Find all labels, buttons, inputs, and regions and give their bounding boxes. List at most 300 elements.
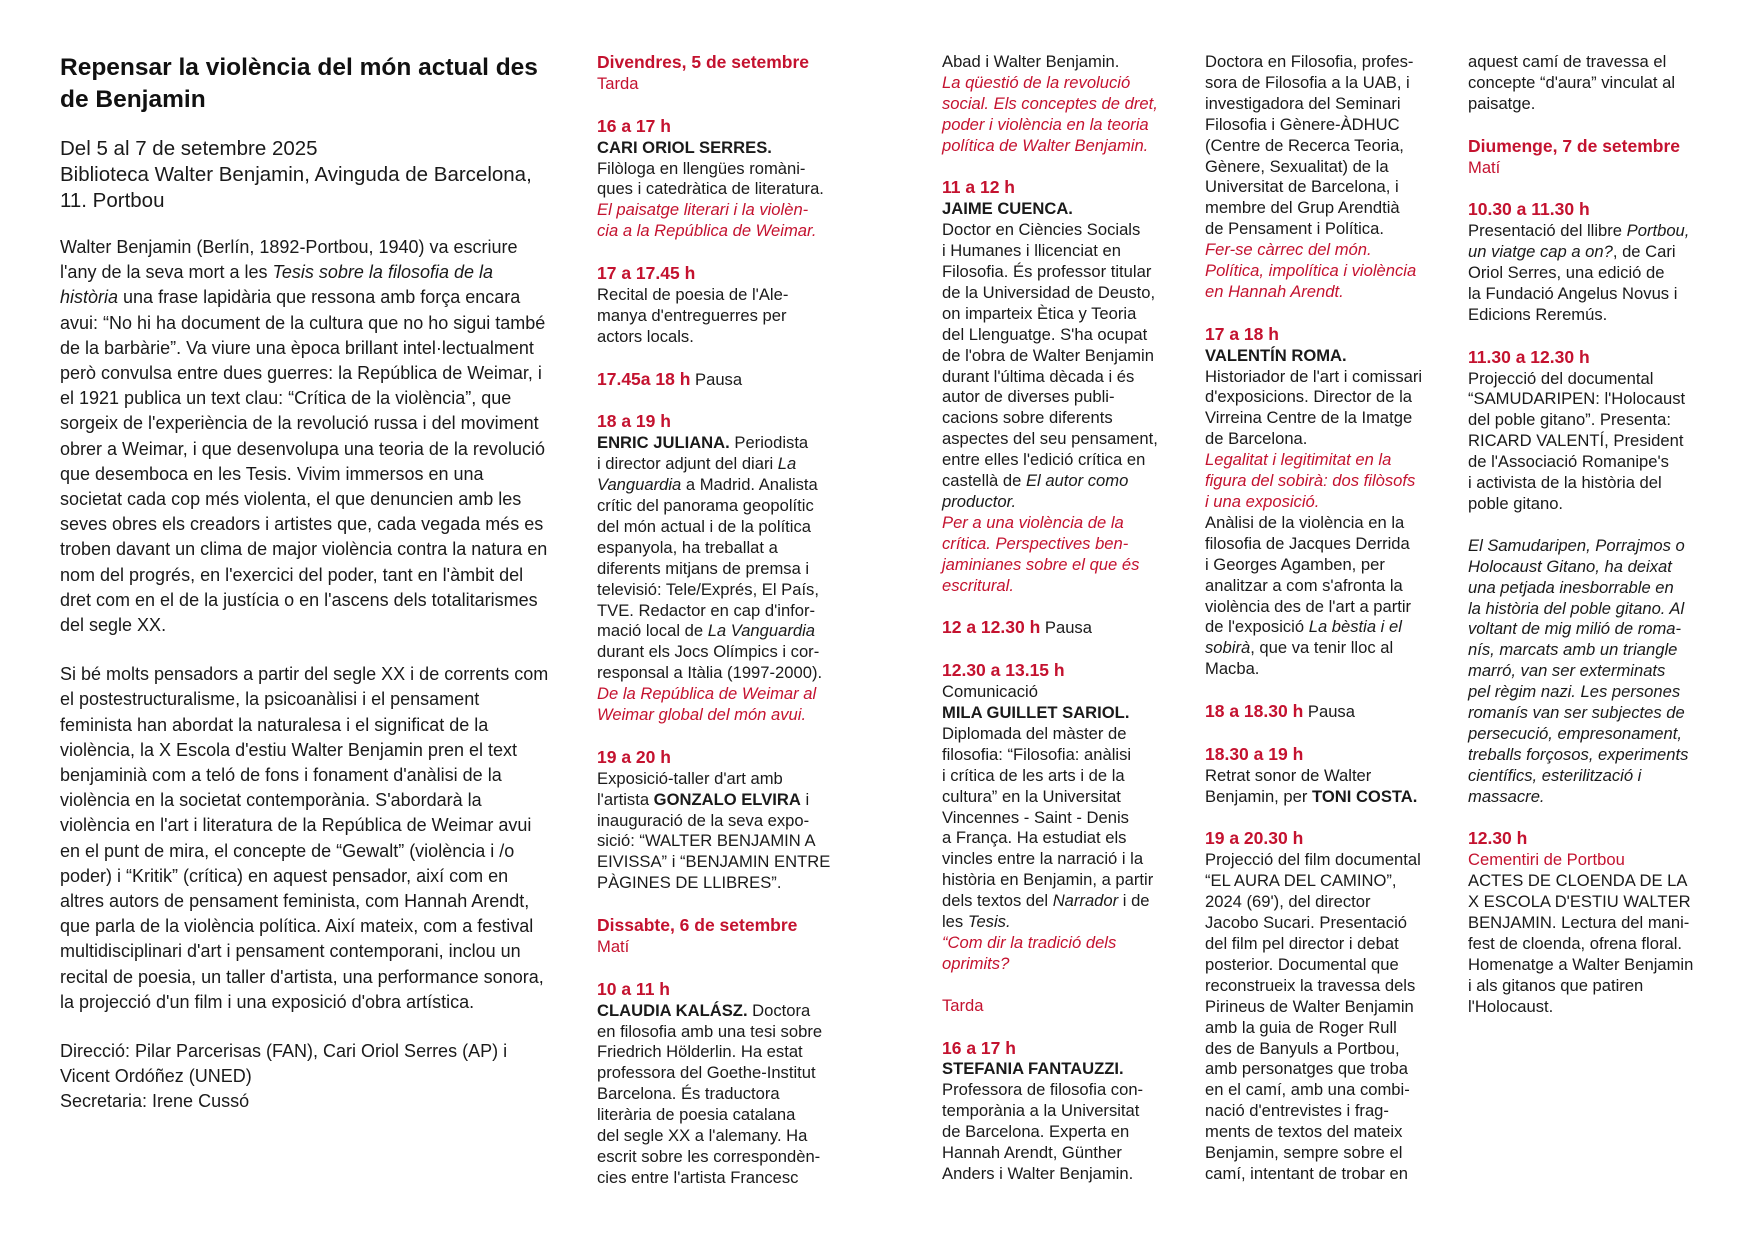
text-segment: del film pel director i debat — [1205, 934, 1399, 953]
program-line — [942, 1038, 1192, 1060]
text-segment: 11.30 a 12.30 h — [1468, 346, 1590, 367]
program-line — [597, 937, 857, 958]
program-line — [1468, 221, 1730, 242]
program-line — [942, 870, 1192, 891]
text-segment: Divendres, 5 de setembre — [597, 52, 810, 72]
program-line — [942, 617, 1192, 639]
text-segment: 16 a 17 h — [942, 1037, 1016, 1058]
text-segment: i als gitanos que patiren — [1468, 975, 1644, 995]
program-line — [1205, 240, 1460, 261]
program-line — [1468, 389, 1730, 410]
program-line — [942, 996, 1192, 1017]
text-segment: la història del poble gitano. Al — [1468, 598, 1685, 618]
program-line — [597, 1147, 857, 1168]
program-line — [1468, 452, 1730, 473]
program-line — [942, 450, 1192, 471]
spacer — [597, 242, 857, 263]
program-line — [1205, 1164, 1460, 1185]
text-segment: Anders i Walter Benjamin. — [942, 1163, 1134, 1183]
text-segment: a Madrid. Analista — [681, 475, 818, 495]
text-segment: Presentació del llibre — [1468, 221, 1627, 241]
text-segment: televisió: Tele/Exprés, El País, — [597, 579, 819, 599]
text-segment: una petjada inesborrable en — [1468, 577, 1674, 597]
program-line — [1205, 471, 1460, 492]
text-segment: paisatge. — [1468, 93, 1536, 113]
program-line — [1468, 619, 1730, 640]
text-segment: violència des de l'art a partir — [1205, 596, 1412, 616]
text-segment: Periodista — [729, 433, 809, 453]
program-line — [942, 136, 1192, 157]
text-segment: Exposició-taller d'art amb — [597, 768, 783, 788]
text-segment: Projecció del documental — [1468, 368, 1654, 388]
text-segment: Friedrich Hölderlin. Ha estat — [597, 1042, 803, 1062]
program-line — [1205, 136, 1460, 157]
program-line — [942, 1143, 1192, 1164]
text-segment: actors locals. — [597, 326, 694, 346]
program-column-4 — [1468, 52, 1730, 1018]
text-segment: 17.45a 18 h — [597, 368, 691, 389]
program-line — [597, 327, 857, 348]
program-line — [597, 369, 857, 391]
program-line — [1468, 934, 1730, 955]
program-line — [597, 179, 857, 200]
text-segment: amb la guia de Roger Rull — [1205, 1017, 1397, 1037]
text-segment: 12.30 a 13.15 h — [942, 660, 1065, 681]
program-line — [1205, 346, 1460, 367]
intro-column — [60, 52, 550, 1114]
text-segment: social. Els conceptes de dret, — [942, 93, 1158, 113]
program-column-3 — [1205, 52, 1460, 1185]
program-line — [1468, 955, 1730, 976]
program-line — [942, 199, 1192, 220]
program-line — [942, 787, 1192, 808]
text-segment: posterior. Documental que — [1205, 954, 1399, 974]
program-line — [942, 954, 1192, 975]
spacer — [597, 894, 857, 915]
text-segment: figura del sobirà: dos filòsofs — [1205, 471, 1416, 491]
program-line — [942, 408, 1192, 429]
text-segment: Filosofia. És professor titular — [942, 262, 1152, 282]
spacer — [1468, 326, 1730, 347]
text-segment: del segle XX a l'alemany. Ha — [597, 1126, 808, 1146]
text-segment: Portbou, — [1626, 221, 1690, 241]
text-segment: poble gitano. — [1468, 493, 1564, 513]
direction-credit: Direcció: Pilar Parcerisas (FAN), Cari Oriol Serres (AP) i Vicent Ordóñez (UNED) — [60, 1041, 508, 1087]
text-segment: cultura” en la Universitat — [942, 786, 1121, 806]
text-segment: Holocaust Gitano, ha deixat — [1468, 556, 1672, 576]
program-line — [1205, 871, 1460, 892]
program-line — [1205, 976, 1460, 997]
program-line — [597, 642, 857, 663]
text-segment: aquest camí de travessa el — [1468, 52, 1667, 71]
text-segment: 19 a 20 h — [597, 746, 671, 767]
text-segment: dels textos del — [942, 891, 1053, 911]
program-line — [1205, 429, 1460, 450]
program-line — [597, 852, 857, 873]
program-line — [1468, 94, 1730, 115]
program-line — [1468, 347, 1730, 369]
program-line — [942, 576, 1192, 597]
program-line — [942, 115, 1192, 136]
program-line — [942, 703, 1192, 724]
program-line — [1205, 617, 1460, 638]
text-segment: reconstrueix la travessa dels — [1205, 975, 1416, 995]
text-segment: on imparteix Ètica y Teoria — [942, 303, 1137, 323]
text-segment: Vincennes - Saint - Denis — [942, 807, 1129, 827]
program-line — [1205, 1039, 1460, 1060]
program-line — [1205, 892, 1460, 913]
text-segment: Tarda — [597, 73, 639, 93]
program-line — [597, 1063, 857, 1084]
text-segment: inauguració de la seva expo- — [597, 810, 810, 830]
program-line — [597, 1168, 857, 1189]
text-segment: del món actual i de la política — [597, 516, 812, 536]
text-segment: “Com dir la tradició dels — [942, 933, 1117, 953]
program-line — [1205, 1143, 1460, 1164]
text-segment: l'artista — [597, 789, 654, 809]
program-line — [942, 534, 1192, 555]
text-segment: Macba. — [1205, 659, 1260, 679]
text-segment: entre elles l'edició crítica en — [942, 450, 1146, 470]
text-segment: X ESCOLA D'ESTIU WALTER — [1468, 892, 1691, 912]
text-segment: professora del Goethe-Institut — [597, 1063, 816, 1083]
text-segment: “SAMUDARIPEN: l'Holocaust — [1468, 389, 1686, 409]
text-segment: autor de diverses publi- — [942, 387, 1115, 407]
program-line — [597, 263, 857, 285]
program-line — [1468, 158, 1730, 179]
text-segment: ments de textos del mateix — [1205, 1122, 1403, 1142]
text-segment: Filosofia i Gènere-ÀDHUC — [1205, 114, 1400, 134]
text-segment: política de Walter Benjamin. — [942, 135, 1149, 155]
intro-paragraph-1 — [60, 235, 550, 638]
program-line — [1205, 282, 1460, 303]
program-line — [1468, 369, 1730, 390]
text-segment: 12 a 12.30 h — [942, 617, 1041, 638]
text-segment: Diplomada del màster de — [942, 723, 1127, 743]
program-line — [597, 1084, 857, 1105]
spacer — [1205, 723, 1460, 744]
program-line — [1468, 199, 1730, 221]
text-segment: El autor como — [1025, 471, 1129, 491]
text-segment: la Fundació Angelus Novus i — [1468, 283, 1678, 303]
program-line — [1205, 73, 1460, 94]
program-line — [1205, 1101, 1460, 1122]
text-segment: d'exposicions. Director de la — [1205, 387, 1413, 407]
program-line — [942, 660, 1192, 682]
program-line — [942, 745, 1192, 766]
program-line — [942, 241, 1192, 262]
text-segment: persecució, empresonament, — [1468, 723, 1682, 743]
text-segment: 18 a 18.30 h — [1205, 701, 1304, 722]
text-segment: 11 a 12 h — [942, 177, 1015, 198]
program-line — [597, 1022, 857, 1043]
text-segment: nís, marcats amb un triangle — [1468, 640, 1678, 660]
spacer — [1468, 808, 1730, 829]
program-line — [1468, 242, 1730, 263]
text-segment: Matí — [1468, 157, 1501, 177]
text-segment: PÀGINES DE LLIBRES”. — [597, 873, 782, 893]
program-line — [597, 1126, 857, 1147]
program-line — [1468, 305, 1730, 326]
program-line — [1468, 724, 1730, 745]
text-segment: 17 a 17.45 h — [597, 263, 696, 284]
program-line — [597, 411, 857, 433]
text-segment: La Vanguardia — [707, 621, 816, 641]
text-segment: escrit sobre les correspondèn- — [597, 1147, 821, 1167]
text-segment: nació d'entrevistes i frag- — [1205, 1101, 1389, 1121]
program-line — [1468, 557, 1730, 578]
text-segment: Edicions Reremús. — [1468, 304, 1608, 324]
text-segment: Política, impolítica i violència — [1205, 261, 1417, 281]
program-line — [1468, 661, 1730, 682]
program-line — [597, 790, 857, 811]
program-line — [942, 367, 1192, 388]
text-segment: Tesis. — [967, 912, 1011, 932]
text-segment: MILA GUILLET SARIOL. — [942, 703, 1130, 723]
text-segment: JAIME CUENCA. — [942, 199, 1073, 219]
program-line — [942, 177, 1192, 199]
program-line — [1468, 536, 1730, 557]
text-segment: Professora de filosofia con- — [942, 1080, 1144, 1100]
text-segment: cies entre l'artista Francesc — [597, 1167, 799, 1187]
text-segment: en filosofia amb una tesi sobre — [597, 1021, 823, 1041]
text-segment: espanyola, ha treballat a — [597, 537, 778, 557]
text-segment: l'Holocaust. — [1468, 996, 1554, 1016]
program-line — [1205, 850, 1460, 871]
program-line — [942, 828, 1192, 849]
program-line — [942, 555, 1192, 576]
spacer — [1468, 178, 1730, 199]
text-segment: i una exposició. — [1205, 492, 1320, 512]
text-segment: Matí — [597, 936, 630, 956]
program-line — [1205, 701, 1460, 723]
program-line — [1205, 934, 1460, 955]
text-segment: VALENTÍN ROMA. — [1205, 345, 1347, 365]
program-line — [942, 1101, 1192, 1122]
text-segment: filosofia de Jacques Derrida — [1205, 533, 1410, 553]
program-line — [597, 200, 857, 221]
text-segment: Dissabte, 6 de setembre — [597, 915, 798, 936]
program-line — [942, 387, 1192, 408]
text-segment: 19 a 20.30 h — [1205, 828, 1304, 849]
text-segment: camí, intentant de trobar en — [1205, 1163, 1408, 1183]
program-line — [1468, 431, 1730, 452]
spacer — [942, 597, 1192, 618]
program-line — [1205, 913, 1460, 934]
program-line — [942, 304, 1192, 325]
text-segment: crític del panorama geopolític — [597, 495, 814, 515]
text-segment: de l'Associació Romanipe's — [1468, 452, 1669, 472]
text-segment: aspectes del seu pensament, — [942, 429, 1158, 449]
spacer — [597, 348, 857, 369]
text-segment: TONI COSTA. — [1312, 786, 1418, 806]
program-line — [942, 492, 1192, 513]
program-line — [1205, 219, 1460, 240]
program-column-1 — [597, 52, 857, 1189]
program-line — [1468, 850, 1730, 871]
program-line — [597, 74, 857, 95]
text-segment: poder i violència en la teoria — [942, 114, 1149, 134]
text-segment: membre del Grup Arendtià — [1205, 198, 1400, 218]
program-line — [1205, 534, 1460, 555]
text-segment: i Humanes i llicenciat en — [942, 241, 1121, 261]
text-segment: i — [800, 789, 810, 809]
text-segment: Benjamin, per — [1205, 786, 1312, 806]
program-line — [1468, 473, 1730, 494]
text-segment: treballs forçosos, experiments — [1468, 744, 1689, 764]
text-segment: CARI ORIOL SERRES. — [597, 137, 772, 157]
text-segment: Virreina Centre de la Imatge — [1205, 408, 1413, 428]
text-segment: cia a la República de Weimar. — [597, 221, 817, 241]
text-segment: El Samudaripen, Porrajmos o — [1468, 535, 1685, 555]
text-segment: marró, van ser exterminats — [1468, 661, 1666, 681]
program-line — [597, 559, 857, 580]
text-segment: EIVISSA” i “BENJAMIN ENTRE — [597, 852, 831, 872]
text-segment: Pausa — [690, 369, 743, 389]
text-segment: científics, esterilització i — [1468, 765, 1642, 785]
spacer — [942, 975, 1192, 996]
text-segment: concepte “d'aura” vinculat al — [1468, 72, 1676, 92]
program-line — [1205, 408, 1460, 429]
program-line — [1468, 703, 1730, 724]
program-line — [1205, 1059, 1460, 1080]
text-segment: 2024 (69'), del director — [1205, 892, 1371, 912]
program-line — [1468, 52, 1730, 73]
program-line — [1468, 976, 1730, 997]
intro-paragraph-2: Si bé molts pensadors a partir del segle XX i de corrents com el postestructuralisme, la psicoanàlisi i el pensament feminista han abordat la naturalesa i el significat de la violència, la X Escola d'estiu Walter Benjamin pren el text benjaminià com a teló de fons i fonament d'anàlisi de la violència en la societat contemporània. S'abordarà la violència en l'art i literatura de la República de Weimar avui en el punt de mira, el concepte de “Gewalt” (violència i /o poder) i “Kritik” (crítica) en aquest pensador, així com en altres autors de pensament feminista, com Hannah Arendt, que parla de la violència política. Així mateix, com a festival multidisciplinari d'art i pensament contemporani, inclou un recital de poesia, un taller d'artista, una performance sonora, la projecció d'un film i una exposició d'obra artística. — [60, 664, 549, 1012]
program-line — [1205, 450, 1460, 471]
program-line — [942, 724, 1192, 745]
program-line — [1468, 892, 1730, 913]
program-line — [942, 220, 1192, 241]
text-segment: responsal a Itàlia (1997-2000). — [597, 663, 823, 683]
intro-paragraph-1-start: Walter Benjamin (Berlín, 1892-Portbou, 1940) va escriure l'any de la seva mort a les — [60, 237, 518, 283]
text-segment: de Pensament i Política. — [1205, 219, 1384, 239]
program-line — [597, 433, 857, 454]
text-segment: , de Cari — [1612, 242, 1676, 262]
program-line — [597, 769, 857, 790]
text-segment: Abad i Walter Benjamin. — [942, 52, 1120, 71]
program-line — [597, 684, 857, 705]
text-segment: i crítica de les arts i de la — [942, 765, 1125, 785]
text-segment: Filòloga en llengües romàni- — [597, 158, 806, 178]
text-segment: voltant de mig milió de roma- — [1468, 619, 1682, 639]
text-segment: ACTES DE CLOENDA DE LA — [1468, 871, 1688, 891]
text-segment: Pausa — [1303, 702, 1355, 722]
text-segment: BENJAMIN. Lectura del mani- — [1468, 913, 1690, 933]
text-segment: Recital de poesia de l'Ale- — [597, 284, 789, 304]
text-segment: STEFANIA FANTAUZZI. — [942, 1059, 1124, 1079]
program-line — [597, 138, 857, 159]
program-line — [1468, 578, 1730, 599]
text-segment: Anàlisi de la violència en la — [1205, 512, 1405, 532]
text-segment: Narrador — [1052, 891, 1119, 911]
text-segment: de l'exposició — [1205, 617, 1309, 637]
spacer — [942, 639, 1192, 660]
text-segment: Vanguardia — [597, 475, 682, 495]
program-line — [597, 1042, 857, 1063]
text-segment: La bèstia i el — [1308, 617, 1402, 637]
program-line — [942, 52, 1192, 73]
program-line — [942, 94, 1192, 115]
program-line — [1205, 955, 1460, 976]
program-line — [1205, 115, 1460, 136]
program-line — [1468, 766, 1730, 787]
text-segment: filosofia: “Filosofia: anàlisi — [942, 744, 1132, 764]
text-segment: romanís van ser subjectes de — [1468, 703, 1685, 723]
spacer — [1205, 808, 1460, 829]
program-line — [942, 766, 1192, 787]
spacer — [597, 958, 857, 979]
program-line — [1468, 871, 1730, 892]
program-line — [942, 1059, 1192, 1080]
program-line — [942, 471, 1192, 492]
program-line — [942, 849, 1192, 870]
text-segment: 10 a 11 h — [597, 978, 670, 999]
program-line — [597, 1105, 857, 1126]
text-segment: analitzar a com s'afronta la — [1205, 575, 1403, 595]
text-segment: Pausa — [1040, 618, 1092, 638]
program-line — [942, 346, 1192, 367]
program-line — [1205, 766, 1460, 787]
program-line — [1205, 198, 1460, 219]
program-line — [597, 580, 857, 601]
program-line — [597, 747, 857, 769]
program-line — [942, 325, 1192, 346]
program-line — [1205, 177, 1460, 198]
text-segment: cacions sobre diferents — [942, 408, 1113, 428]
text-segment: escritural. — [942, 575, 1014, 595]
text-segment: Pirineus de Walter Benjamin — [1205, 996, 1414, 1016]
text-segment: , que va tenir lloc al — [1250, 638, 1394, 658]
text-segment: de l'obra de Walter Benjamin — [942, 345, 1154, 365]
program-line — [1205, 157, 1460, 178]
text-segment: vincles entre la narració i la — [942, 849, 1144, 869]
program-line — [597, 496, 857, 517]
program-line — [1205, 828, 1460, 850]
text-segment: (Centre de Recerca Teoria, — [1205, 135, 1404, 155]
text-segment: sobirà — [1205, 638, 1251, 658]
book-title: Tesis sobre la filosofia de la història — [60, 262, 494, 308]
program-line — [597, 454, 857, 475]
program-line — [1205, 787, 1460, 808]
text-segment: del Llenguatge. S'ha ocupat — [942, 324, 1148, 344]
text-segment: i de — [1118, 891, 1150, 911]
text-segment: TVE. Redactor en cap d'infor- — [597, 600, 816, 620]
text-segment: a França. Ha estudiat els — [942, 828, 1127, 848]
program-line — [597, 621, 857, 642]
program-line — [1468, 410, 1730, 431]
program-line — [597, 538, 857, 559]
text-segment: Hannah Arendt, Günther — [942, 1143, 1122, 1163]
text-segment: 10.30 a 11.30 h — [1468, 199, 1590, 220]
program-line — [597, 979, 857, 1001]
program-line — [597, 159, 857, 180]
program-line — [597, 663, 857, 684]
program-line — [597, 831, 857, 852]
spacer — [597, 95, 857, 116]
text-segment: mació local de — [597, 621, 708, 641]
event-info — [60, 136, 550, 214]
text-segment: Comunicació — [942, 682, 1038, 702]
text-segment: un viatge cap a on? — [1468, 242, 1613, 262]
text-segment: crítica. Perspectives ben- — [942, 533, 1129, 553]
program-line — [942, 283, 1192, 304]
program-line — [1468, 73, 1730, 94]
program-line — [1468, 599, 1730, 620]
text-segment: Barcelona. És traductora — [597, 1084, 780, 1104]
text-segment: Tarda — [942, 995, 984, 1015]
